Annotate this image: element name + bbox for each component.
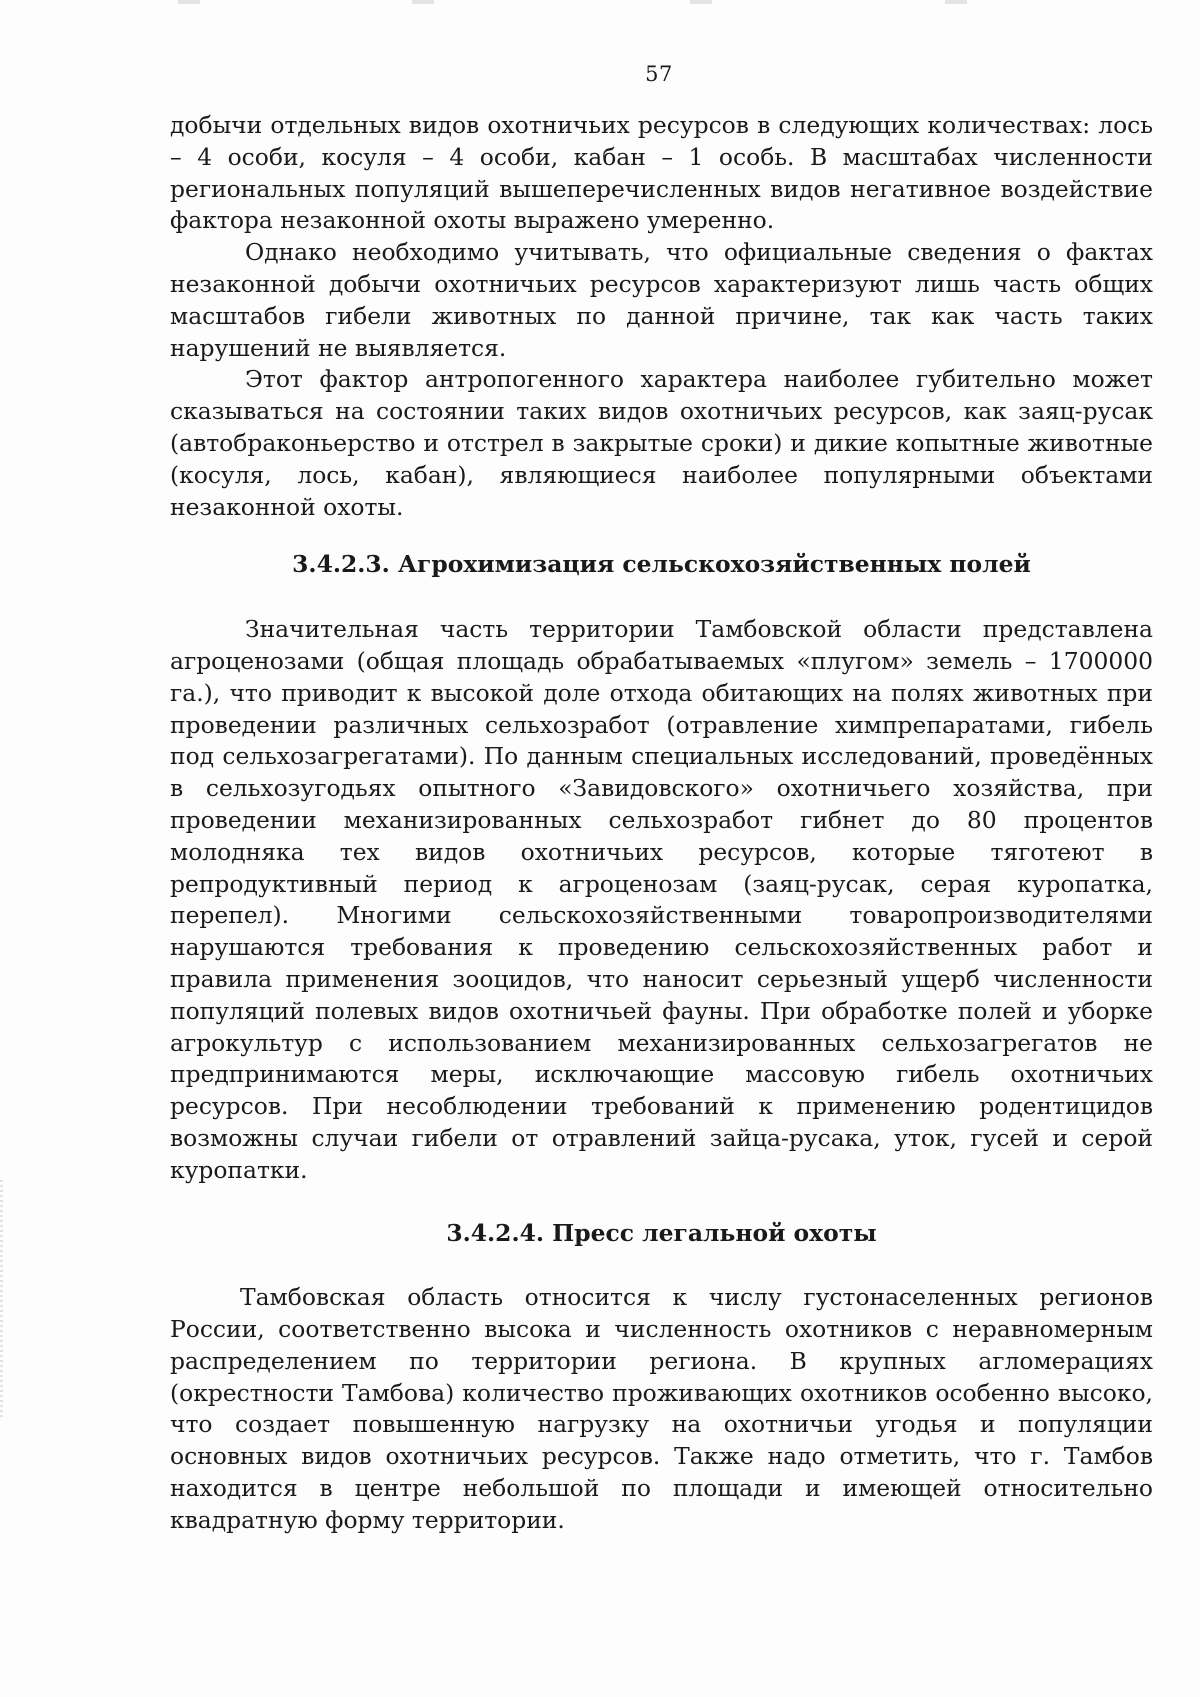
scan-edge: [0, 1180, 3, 1420]
paragraph-hunters-density: Тамбовская область относится к числу густонаселенных регионов России, соответственно высока и численность охотников с неравномерным распределением по территории региона. В крупных агломерациях (окрестности Тамбова) количество проживающих охотников особенно высоко, что создает повышенную нагрузку на охотничьи угодья и популяции основных видов охотничьих ресурсов. Также надо отметить, что г. Тамбов находится в центре небольшой по площади и имеющей относительно квадратную форму территории.: [170, 1283, 1153, 1534]
spacer: [170, 581, 1153, 614]
spacer: [170, 523, 1153, 549]
page-body: [170, 110, 1153, 1537]
section-heading-agrochemistry: 3.4.2.3. Агрохимизация сельскохозяйственных полей: [292, 550, 1031, 579]
spacer: [170, 1187, 1153, 1218]
paragraph-official-data: Однако необходимо учитывать, что официальные сведения о фактах незаконной добычи охотничьих ресурсов характеризуют лишь часть общих масштабов гибели животных по данной причине, так как часть таких нарушений не выявляется.: [170, 238, 1153, 362]
scan-artifacts: [0, 0, 1200, 6]
page-number: 57: [645, 62, 673, 86]
paragraph-agrocenoses: Значительная часть территории Тамбовской области представлена агроценозами (общая площадь обрабатываемых «плугом» земель – 1700000 га.), что приводит к высокой доле отхода обитающих на полях животных при проведении различных сельхозработ (отравление химпрепаратами, гибель под сельхозагрегатами). По данным специальных исследований, проведённых в сельхозугодьях опытного «Завидовского» охотничьего хозяйства, при проведении механизированных сельхозработ гибнет до 80 процентов молодняка тех видов охотничьих ресурсов, которые тяготеют в репродуктивный период к агроценозам (заяц-русак, серая куропатка, перепел). Многими сельскохозяйственными товаропроизводителями нарушаются требования к проведению сельскохозяйственных работ и правила применения зооцидов, что наносит серьезный ущерб численности популяций полевых видов охотничьей фауны. При обработке полей и уборке агрокультур с использованием механизированных сельхозагрегатов не предпринимаются меры, исключающие массовую гибель охотничьих ресурсов. При несоблюдении требований к применению родентицидов возможны случаи гибели от отравлений зайца-русака, уток, гусей и серой куропатки.: [170, 615, 1153, 1184]
paragraph-continuation: добычи отдельных видов охотничьих ресурсов в следующих количествах: лось – 4 особи, косуля – 4 особи, кабан – 1 особь. В масштабах численности региональных популяций вышеперечисленных видов негативное воздействие фактора незаконной охоты выражено умеренно.: [170, 111, 1153, 235]
spacer: [170, 1249, 1153, 1282]
paragraph-anthropogenic-factor: Этот фактор антропогенного характера наиболее губительно может сказываться на состоянии таких видов охотничьих ресурсов, как заяц-русак (автобраконьерство и отстрел в закрытые сроки) и дикие копытные животные (косуля, лось, кабан), являющиеся наиболее популярными объектами незаконной охоты.: [170, 365, 1153, 521]
section-heading-legal-hunting: 3.4.2.4. Пресс легальной охоты: [446, 1218, 877, 1247]
